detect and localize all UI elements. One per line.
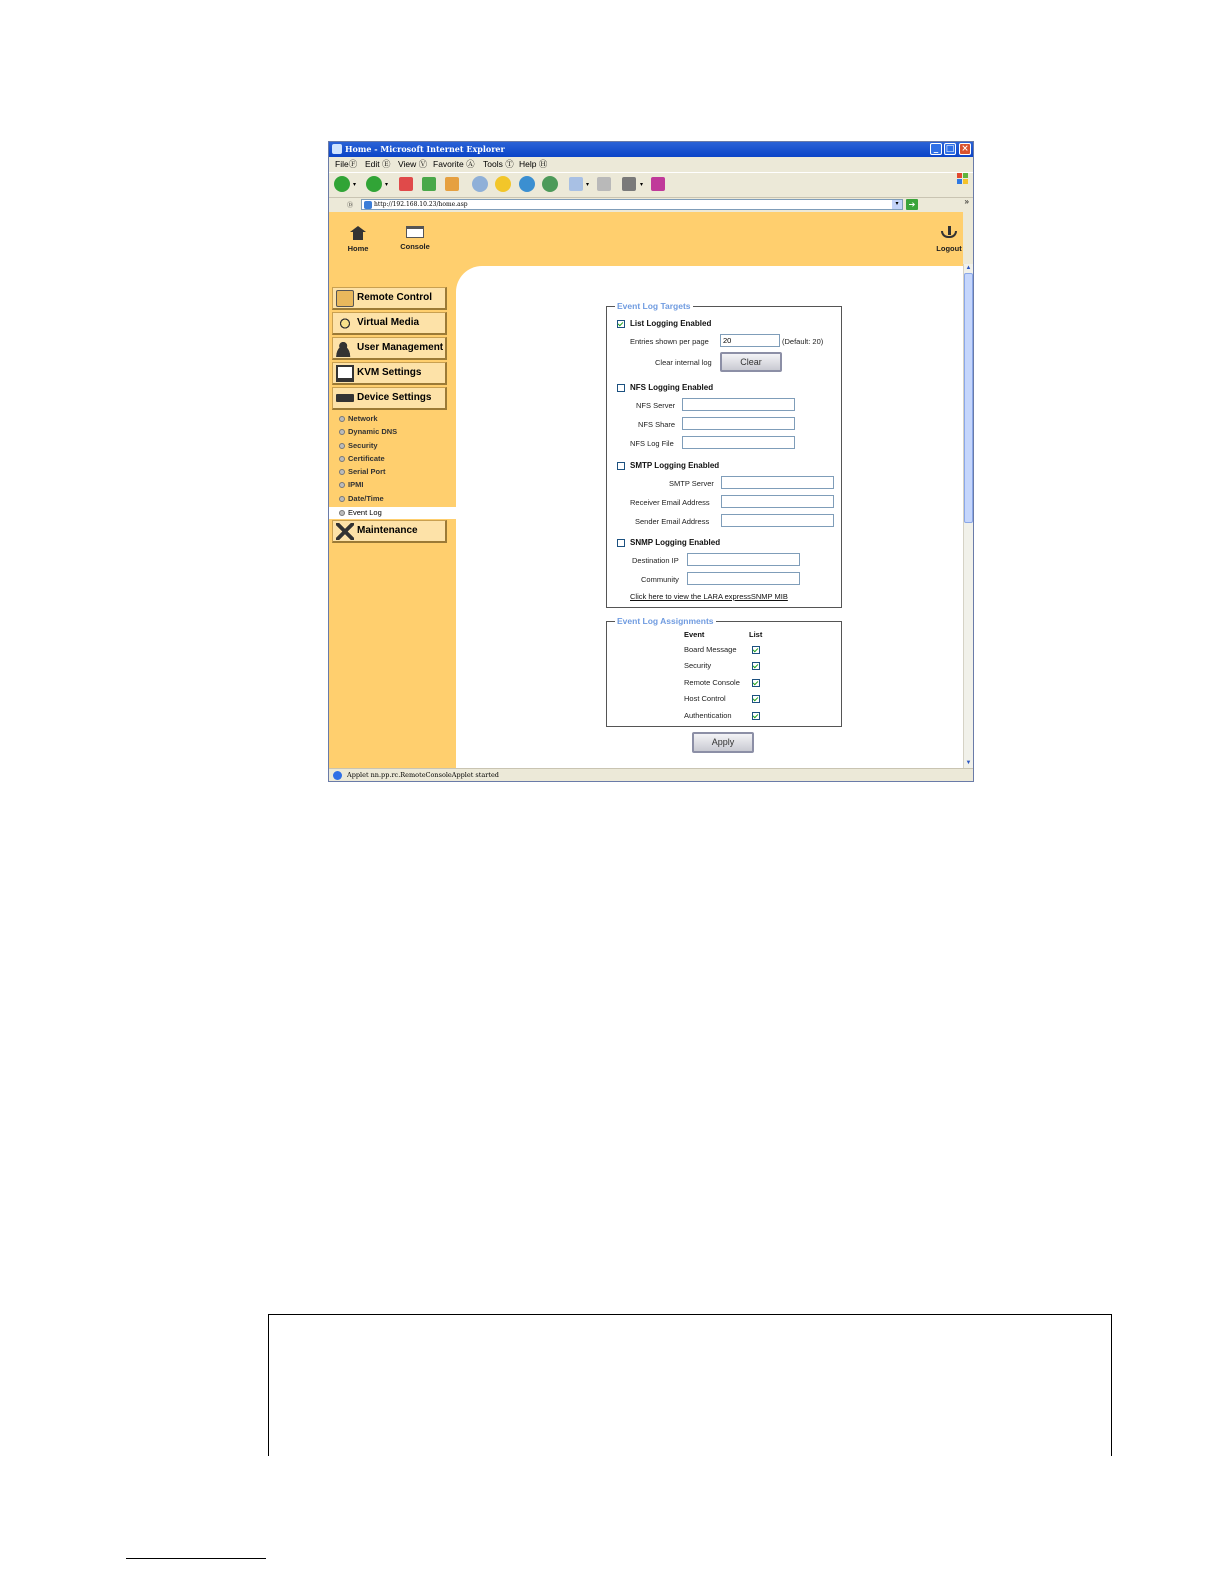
ie-icon: [332, 144, 342, 154]
assignment-event-label: Host Control: [684, 694, 726, 703]
assignment-list-checkbox[interactable]: [752, 695, 760, 703]
kvm-monitor-icon: [336, 365, 354, 382]
messenger-icon[interactable]: [651, 177, 665, 191]
event-log-assignments-fieldset: [606, 616, 842, 727]
smtp-server-input[interactable]: [721, 476, 834, 489]
address-bar: [329, 197, 973, 212]
nfs-log-file-label: NFS Log File: [630, 439, 674, 448]
console-icon: [406, 226, 424, 238]
sidebar-user-management[interactable]: User Management: [332, 337, 447, 360]
nfs-share-input[interactable]: [682, 417, 795, 430]
device-settings-icon: [336, 394, 354, 402]
links-chevron-icon[interactable]: »: [964, 197, 969, 206]
smtp-logging-label: SMTP Logging Enabled: [630, 461, 720, 470]
sidebar-kvm-settings[interactable]: KVM Settings: [332, 362, 447, 385]
destination-ip-input[interactable]: [687, 553, 800, 566]
menu-bar: [329, 157, 973, 171]
home-icon: [350, 226, 366, 240]
nfs-share-label: NFS Share: [638, 420, 676, 429]
mail-icon[interactable]: [569, 177, 583, 191]
receiver-email-input[interactable]: [721, 495, 834, 508]
main-pane: [456, 266, 963, 768]
assignment-event-label: Remote Console: [684, 678, 740, 687]
forward-dropdown-icon[interactable]: ▾: [385, 182, 389, 188]
scroll-down-icon[interactable]: ▼: [965, 760, 972, 766]
assignment-list-checkbox[interactable]: [752, 646, 760, 654]
history-icon[interactable]: [542, 176, 558, 192]
page-content: [329, 212, 963, 768]
close-button[interactable]: ×: [959, 143, 971, 155]
mail-dropdown-icon[interactable]: ▾: [586, 182, 590, 188]
entries-default-note: (Default: 20): [782, 337, 824, 346]
refresh-icon[interactable]: [422, 177, 436, 191]
nav-home-label: Home: [347, 244, 369, 253]
sender-email-label: Sender Email Address: [635, 517, 710, 526]
user-management-icon: [336, 340, 354, 357]
sidebar-item-date-time[interactable]: Date/Time: [339, 494, 384, 504]
bullet-icon: [339, 429, 345, 435]
event-column-header: Event: [684, 630, 705, 639]
snmp-mib-link[interactable]: Click here to view the LARA expressSNMP MIB: [630, 592, 788, 601]
maintenance-tools-icon: [336, 523, 354, 540]
community-input[interactable]: [687, 572, 800, 585]
nav-console[interactable]: [395, 226, 435, 251]
sidebar-remote-control[interactable]: Remote Control: [332, 287, 447, 310]
bullet-icon: [339, 510, 345, 516]
destination-ip-label: Destination IP: [632, 556, 679, 565]
sidebar-item-security[interactable]: Security: [339, 441, 378, 451]
event-log-targets-fieldset: [606, 301, 842, 608]
snmp-logging-label: SNMP Logging Enabled: [630, 538, 721, 547]
clear-button[interactable]: Clear: [720, 352, 782, 372]
go-button[interactable]: ➔: [906, 199, 918, 210]
assignment-list-checkbox[interactable]: [752, 712, 760, 720]
event-log-assignments-legend: Event Log Assignments: [617, 616, 714, 626]
home-toolbar-icon[interactable]: [445, 177, 459, 191]
sidebar-item-certificate[interactable]: Certificate: [339, 454, 385, 464]
nav-logout[interactable]: [929, 226, 963, 253]
sidebar-item-event-log[interactable]: Event Log: [339, 508, 382, 518]
assignment-event-label: Authentication: [684, 711, 732, 720]
snmp-logging-checkbox[interactable]: [617, 539, 625, 547]
address-input[interactable]: [361, 199, 903, 210]
address-label: Ⓓ: [347, 203, 354, 209]
receiver-email-label: Receiver Email Address: [630, 498, 710, 507]
menu-tools[interactable]: Tools Ⓣ: [483, 159, 514, 169]
assignment-list-checkbox[interactable]: [752, 679, 760, 687]
logout-icon: [940, 226, 958, 240]
maximize-button[interactable]: □: [945, 144, 955, 154]
toolbar: [329, 172, 973, 198]
page-icon: [364, 201, 372, 209]
status-bar: [329, 768, 973, 782]
smtp-server-label: SMTP Server: [669, 479, 714, 488]
clear-log-label: Clear internal log: [655, 358, 712, 367]
remote-control-icon: [336, 290, 354, 307]
nav-home[interactable]: [338, 226, 378, 253]
back-dropdown-icon[interactable]: ▾: [353, 182, 357, 188]
edit-dropdown-icon[interactable]: ▾: [640, 182, 644, 188]
assignment-list-checkbox[interactable]: [752, 662, 760, 670]
footnote-rule: [126, 1558, 266, 1559]
nfs-server-label: NFS Server: [636, 401, 676, 410]
bullet-icon: [339, 482, 345, 488]
title-bar: [329, 142, 973, 157]
sidebar-item-serial-port[interactable]: Serial Port: [339, 467, 386, 477]
top-navigation: [329, 212, 963, 266]
minimize-button[interactable]: _: [930, 143, 942, 155]
print-icon[interactable]: [597, 177, 611, 191]
scroll-thumb[interactable]: [964, 273, 973, 523]
vertical-scrollbar[interactable]: [963, 264, 973, 768]
sidebar-item-ipmi[interactable]: IPMI: [339, 480, 363, 490]
menu-help[interactable]: Help Ⓗ: [519, 159, 548, 169]
bullet-icon: [339, 496, 345, 502]
nav-console-label: Console: [400, 242, 430, 251]
sidebar-device-settings[interactable]: Device Settings: [332, 387, 447, 410]
menu-view[interactable]: View Ⓥ: [398, 159, 428, 169]
list-logging-checkbox[interactable]: [617, 320, 625, 328]
bullet-icon: [339, 456, 345, 462]
sidebar-item-network[interactable]: Network: [339, 414, 378, 424]
apply-button[interactable]: Apply: [692, 732, 754, 753]
nfs-log-file-input[interactable]: [682, 436, 795, 449]
list-logging-label: List Logging Enabled: [630, 319, 712, 328]
media-icon[interactable]: [519, 176, 535, 192]
status-ie-icon: [333, 771, 342, 780]
browser-window: [328, 141, 974, 782]
nfs-server-input[interactable]: [682, 398, 795, 411]
forward-icon[interactable]: [366, 176, 382, 192]
stop-icon[interactable]: [399, 177, 413, 191]
address-url[interactable]: http://192.168.10.23/home.asp: [374, 201, 468, 208]
favorites-star-icon[interactable]: [495, 176, 511, 192]
edit-icon[interactable]: [622, 177, 636, 191]
menu-file[interactable]: FileⒻ: [335, 159, 358, 169]
sender-email-input[interactable]: [721, 514, 834, 527]
menu-edit[interactable]: Edit Ⓔ: [365, 159, 391, 169]
document-box: [268, 1314, 1112, 1456]
assignment-event-label: Security: [684, 661, 712, 670]
sidebar-item-dynamic-dns[interactable]: Dynamic DNS: [339, 427, 397, 437]
virtual-media-icon: [336, 315, 354, 332]
nfs-logging-label: NFS Logging Enabled: [630, 383, 714, 392]
event-log-targets-legend: Event Log Targets: [617, 301, 691, 311]
nav-logout-label: Logout: [936, 244, 962, 253]
back-icon[interactable]: [334, 176, 350, 192]
menu-favorite[interactable]: Favorite Ⓐ: [433, 159, 475, 169]
bullet-icon: [339, 416, 345, 422]
status-text: Applet nn.pp.rc.RemoteConsoleApplet started: [347, 771, 499, 779]
smtp-logging-checkbox[interactable]: [617, 462, 625, 470]
bullet-icon: [339, 469, 345, 475]
community-label: Community: [641, 575, 679, 584]
sidebar-maintenance[interactable]: Maintenance: [332, 520, 447, 543]
list-column-header: List: [749, 630, 763, 639]
scroll-up-icon[interactable]: ▲: [965, 265, 972, 271]
sidebar-virtual-media[interactable]: Virtual Media: [332, 312, 447, 335]
entries-per-page-label: Entries shown per page: [630, 337, 709, 346]
nfs-logging-checkbox[interactable]: [617, 384, 625, 392]
assignment-event-label: Board Message: [684, 645, 737, 654]
entries-per-page-input[interactable]: [720, 334, 780, 347]
address-dropdown-icon[interactable]: ▾: [892, 200, 902, 209]
window-title: Home - Microsoft Internet Explorer: [345, 144, 505, 154]
bullet-icon: [339, 443, 345, 449]
search-icon[interactable]: [472, 176, 488, 192]
